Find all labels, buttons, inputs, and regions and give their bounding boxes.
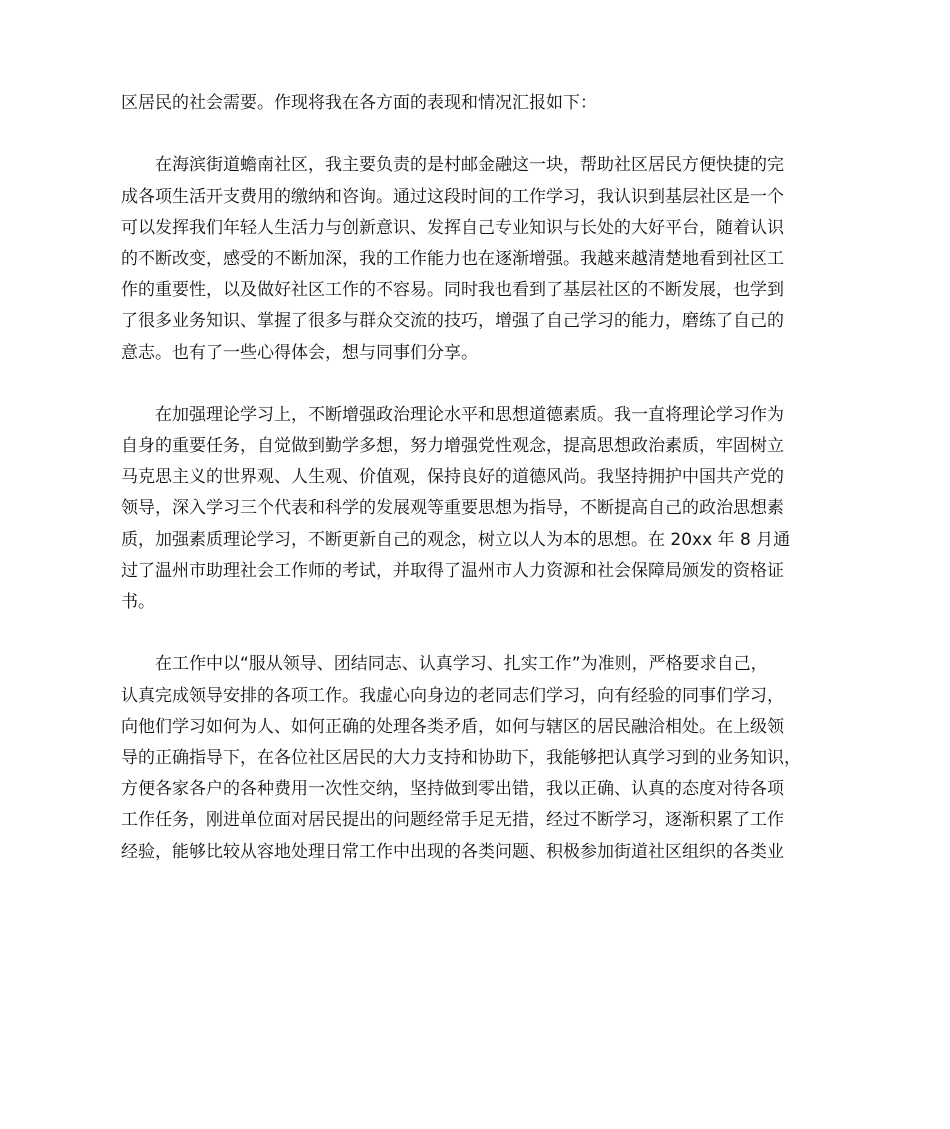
text-line: 马克思主义的世界观、人生观、价值观，保持良好的道德风尚。我坚持拥护中国共产党的 <box>121 467 784 488</box>
paragraph-spacer <box>121 369 841 400</box>
document-body <box>121 88 841 868</box>
text-line: 成各项生活开支费用的缴纳和咨询。通过这段时间的工作学习，我认识到基层社区是一个 <box>121 186 784 207</box>
text-line: 在加强理论学习上，不断增强政治理论水平和思想道德素质。我一直将理论学习作为 <box>155 404 784 425</box>
text-line: 领导，深入学习三个代表和科学的发展观等重要思想为指导，不断提高自己的政治思想素 <box>121 498 784 519</box>
text-line: 认真完成领导安排的各项工作。我虚心向身边的老同志们学习，向有经验的同事们学习， <box>121 685 784 706</box>
text-line: 导的正确指导下，在各位社区居民的大力支持和协助下，我能够把认真学习到的业务知识， <box>121 747 801 768</box>
paragraph-spacer <box>121 618 841 649</box>
text-line: 在工作中以“服从领导、团结同志、认真学习、扎实工作”为准则，严格要求自己， <box>155 654 768 675</box>
text-line: 可以发挥我们年轻人生活力与创新意识、发挥自己专业知识与长处的大好平台，随着认识 <box>121 217 784 238</box>
paragraph <box>121 88 841 119</box>
text-line: 经验，能够比较从容地处理日常工作中出现的各类问题、积极参加街道社区组织的各类业 <box>121 841 784 862</box>
text-line: 工作任务，刚进单位面对居民提出的问题经常手足无措，经过不断学习，逐渐积累了工作 <box>121 810 784 831</box>
text-line: 作的重要性，以及做好社区工作的不容易。同时我也看到了基层社区的不断发展，也学到 <box>121 280 784 301</box>
text-line: 质，加强素质理论学习，不断更新自己的观念，树立以人为本的思想。在 20xx 年 8 月通 <box>121 529 791 550</box>
text-line: 意志。也有了一些心得体会，想与同事们分享。 <box>121 342 478 363</box>
text-line: 的不断改变，感受的不断加深，我的工作能力也在逐渐增强。我越来越清楚地看到社区工 <box>121 248 784 269</box>
paragraph-spacer <box>121 119 841 150</box>
paragraph <box>121 400 841 618</box>
text-line: 过了温州市助理社会工作师的考试，并取得了温州市人力资源和社会保障局颁发的资格证 <box>121 560 784 581</box>
paragraph <box>121 150 841 368</box>
text-line: 自身的重要任务，自觉做到勤学多想，努力增强党性观念，提高思想政治素质，牢固树立 <box>121 436 784 457</box>
text-line: 区居民的社会需要。作现将我在各方面的表现和情况汇报如下： <box>121 93 597 113</box>
text-line: 书。 <box>121 592 155 612</box>
text-line: 方便各家各户的各种费用一次性交纳，坚持做到零出错，我以正确、认真的态度对待各项 <box>121 779 784 800</box>
text-line: 在海滨街道蟾南社区，我主要负责的是村邮金融这一块，帮助社区居民方便快捷的完 <box>155 155 784 176</box>
paragraph <box>121 649 841 867</box>
text-line: 了很多业务知识、掌握了很多与群众交流的技巧，增强了自己学习的能力，磨练了自己的 <box>121 311 784 332</box>
text-line: 向他们学习如何为人、如何正确的处理各类矛盾，如何与辖区的居民融洽相处。在上级领 <box>121 716 784 737</box>
